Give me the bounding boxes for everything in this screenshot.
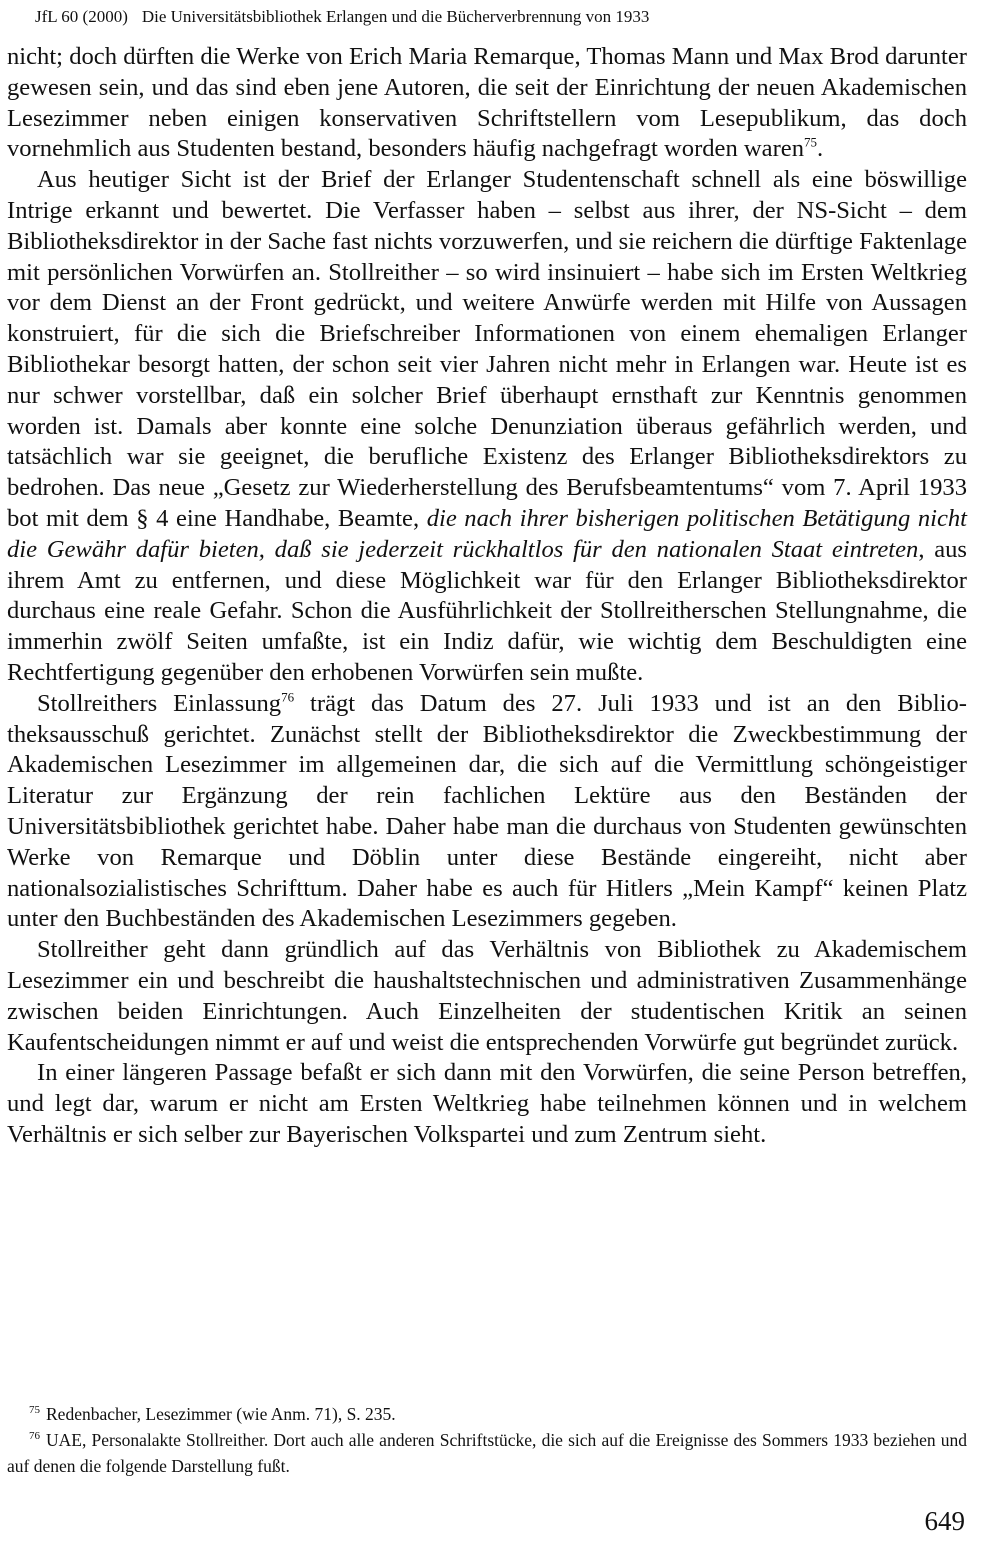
paragraph-1-tail: . bbox=[817, 135, 824, 163]
footnote-text: UAE, Personalakte Stollreither. Dort auch alle anderen Schriftstücke, die sich auf die Ereignisse des Sommers 1933 beziehen und auf denen die folgende Darstellung fußt. bbox=[7, 1430, 967, 1476]
journal-citation: JfL 60 (2000) bbox=[35, 7, 128, 26]
footnotes bbox=[7, 1401, 967, 1479]
article-title: Die Universitätsbibliothek Erlangen und die Bücherverbrennung von 1933 bbox=[141, 7, 650, 26]
footnote-76 bbox=[7, 1427, 967, 1479]
footnote-number: 76 bbox=[29, 1430, 40, 1443]
paragraph-1-text: nicht; doch dürften die Werke von Erich Maria Remarque, Thomas Mann und Max Brod darunter gewesen sein, und das sind eben jene Autoren, die seit der Einrichtung der neuen Akademischen Lesezimmer neben einigen konservativen Schriftstellern vom Lesepublikum, das doch vornehmlich aus Studenten bestand, besonders häufig nachgefragt worden waren bbox=[7, 43, 967, 163]
law-quote: die nach ihrer bisherigen politischen Betätigung nicht die Gewähr dafür bieten, daß sie jederzeit rückhaltlos für den nationalen Staat eintreten bbox=[7, 504, 967, 563]
footnote-ref-75[interactable]: 75 bbox=[804, 134, 817, 150]
paragraph-3-rest: trägt das Datum des 27. Juli 1933 und ist an den Bibliotheksausschuß gerichtet. Zunächst stellt der Bibliotheksdirektor die Zweckbestimmung der Akademischen Lesezimmer im allgemeinen dar, die sich auf die Vermittlung schöngeistiger Literatur zur Ergänzung der rein fachlichen Lektüre aus den Beständen der Universitätsbibliothek gerichtet habe. Daher habe man die durchaus von Studenten gewünschten Werke von Remarque und Döblin unter diese Bestände eingereiht, nicht aber nationalsozialistisches Schrifttum. Daher habe es auch für Hitlers „Mein Kampf“ keinen Platz unter den Buchbeständen des Akademischen Lesezimmers gegeben. bbox=[7, 689, 967, 933]
paragraph-1 bbox=[7, 42, 967, 165]
paragraph-2-text-a: Aus heutiger Sicht ist der Brief der Erlanger Studentenschaft schnell als eine böswillige Intrige erkannt und bewertet. Die Verfasser haben – selbst aus ihrer, der NS-Sicht – dem Bibliotheksdirektor in der Sache fast nichts vorzuwerfen, und sie reichern die dürftige Faktenlage mit persönlichen Vorwürfen an. Stollreither – so wird insinuiert – habe sich im Ersten Weltkrieg vor dem Dienst an der Front gedrückt, und weitere Anwürfe werden mit Hilfe von Aussagen konstruiert, für die sich die Briefschreiber Informationen von einem ehemaligen Erlanger Bibliothekar besorgt hatten, der schon seit vier Jahren nicht mehr in Erlangen war. Heute ist es nur schwer vorstellbar, daß ein solcher Brief überhaupt ernsthaft zur Kenntnis genommen worden ist. Damals aber konnte eine solche Denunziation überaus gefährlich werden, und tatsächlich war sie geeignet, die berufliche Existenz des Erlanger Bibliotheksdirektors zu bedrohen. Das neue „Gesetz zur Wiederherstellung des Berufsbeamtentums“ vom 7. April 1933 bot mit dem § 4 eine Handhabe, Beamte, bbox=[7, 166, 967, 532]
paragraph-4: Stollreither geht dann gründlich auf das Verhältnis von Bibliothek zu Akademischem Lesezimmer ein und beschreibt die haushaltstechnischen und administrativen Zusammenhänge zwischen beiden Einrichtungen. Auch Einzelheiten der studentischen Kritik an seinen Kaufentscheidungen nimmt er auf und weist die entsprechenden Vorwürfe gut begründet zurück. bbox=[7, 936, 967, 1056]
footnote-text: Redenbacher, Lesezimmer (wie Anm. 71), S. 235. bbox=[46, 1404, 396, 1424]
footnote-number: 75 bbox=[29, 1404, 40, 1417]
paragraph-2 bbox=[7, 165, 967, 689]
page-number: 649 bbox=[924, 1506, 965, 1536]
main-text bbox=[7, 42, 967, 1151]
paragraph-3 bbox=[7, 689, 967, 935]
running-header bbox=[35, 6, 965, 28]
paragraph-2-text-b: , aus ihrem Amt zu entfernen, und diese Möglichkeit war für den Erlanger Bibliotheksdirektor durchaus eine reale Gefahr. Schon die Ausführlichkeit der Stollreitherschen Stellungnahme, die immerhin zwölf Seiten umfaßte, ist ein Indiz dafür, wie wichtig dem Beschuldigten eine Rechtfertigung gegenüber den erhobenen Vorwürfen sein mußte. bbox=[7, 535, 967, 686]
paragraph-3-start: Stollreithers Einlassung bbox=[37, 689, 282, 717]
footnote-75 bbox=[7, 1401, 967, 1427]
paragraph-5: In einer längeren Passage befaßt er sich dann mit den Vorwürfen, die seine Person betreffen, und legt dar, warum er nicht am Ersten Weltkrieg habe teilnehmen können und in welchem Verhältnis er sich selber zur Bayerischen Volkspartei und zum Zentrum sieht. bbox=[7, 1059, 967, 1148]
footnote-ref-76[interactable]: 76 bbox=[281, 688, 295, 704]
